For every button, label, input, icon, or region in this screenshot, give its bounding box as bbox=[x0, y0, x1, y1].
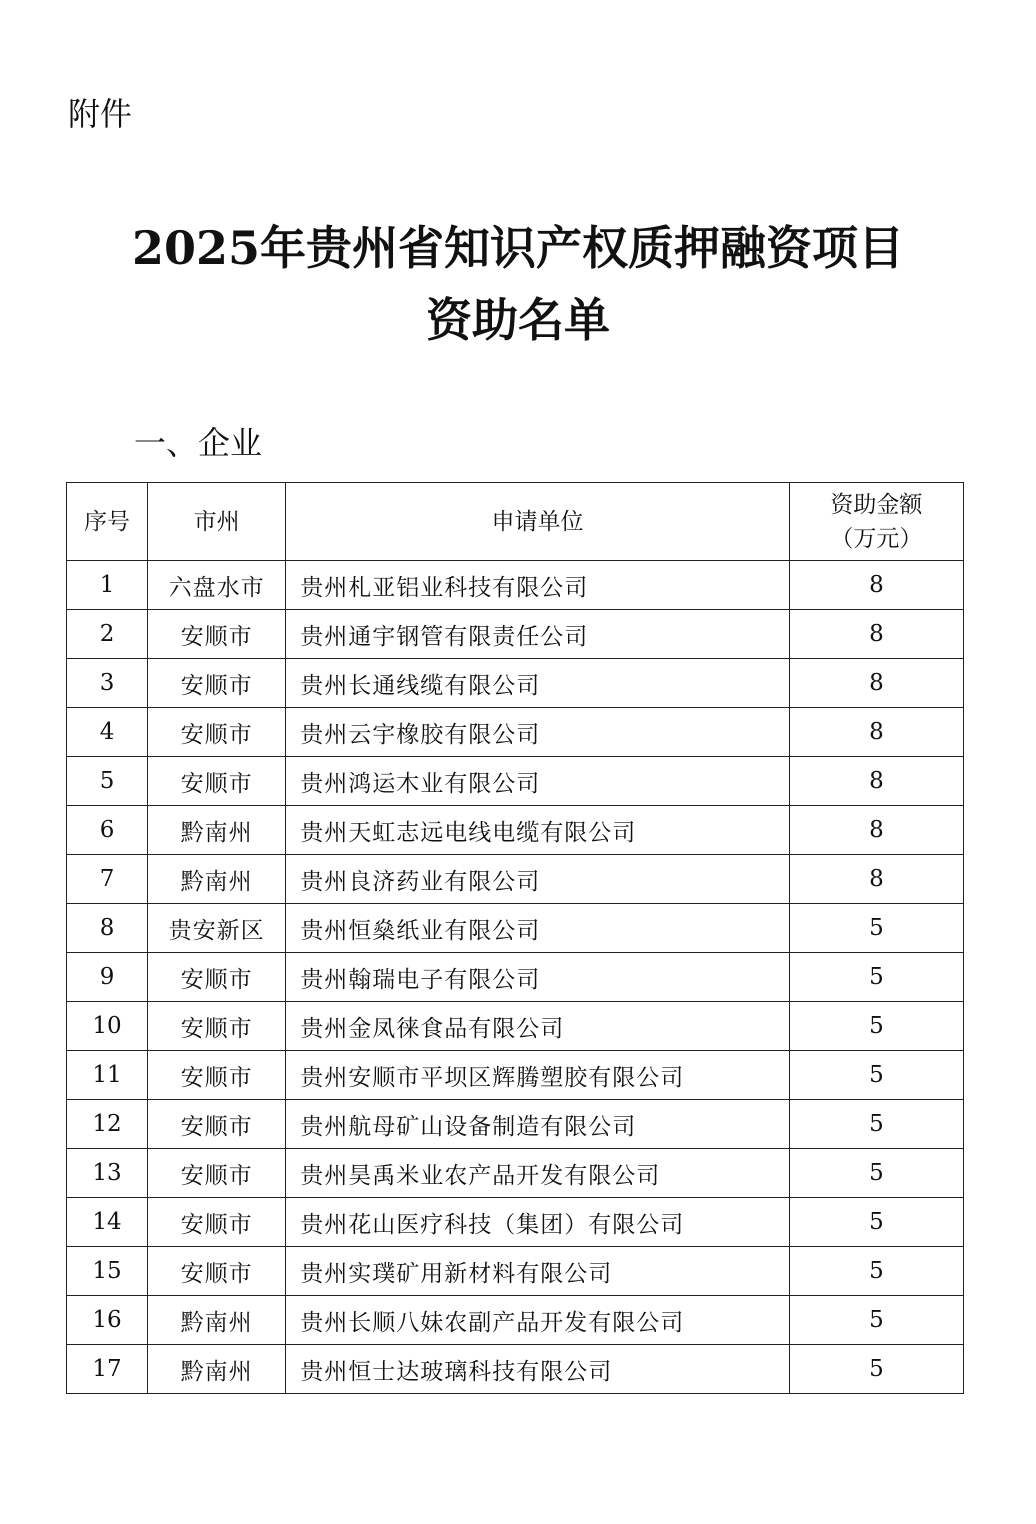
table-row bbox=[67, 953, 964, 1002]
cell-amount: 5 bbox=[789, 1296, 963, 1345]
cell-amount: 8 bbox=[789, 561, 963, 610]
cell-unit: 贵州安顺市平坝区辉腾塑胶有限公司 bbox=[286, 1051, 790, 1100]
column-header-amount-line-2: （万元） bbox=[830, 525, 923, 552]
table-row bbox=[67, 1247, 964, 1296]
cell-no: 4 bbox=[67, 708, 148, 757]
cell-no: 5 bbox=[67, 757, 148, 806]
cell-city: 安顺市 bbox=[148, 1051, 286, 1100]
cell-no: 9 bbox=[67, 953, 148, 1002]
column-header-amount-line-1: 资助金额 bbox=[830, 491, 923, 518]
table-row bbox=[67, 1296, 964, 1345]
table-row bbox=[67, 1345, 964, 1394]
cell-unit: 贵州通宇钢管有限责任公司 bbox=[286, 610, 790, 659]
grant-table bbox=[66, 482, 964, 1394]
table-row bbox=[67, 855, 964, 904]
cell-unit: 贵州实璞矿用新材料有限公司 bbox=[286, 1247, 790, 1296]
cell-amount: 5 bbox=[789, 1051, 963, 1100]
cell-city: 黔南州 bbox=[148, 1296, 286, 1345]
cell-unit: 贵州云宇橡胶有限公司 bbox=[286, 708, 790, 757]
table-row bbox=[67, 904, 964, 953]
cell-city: 安顺市 bbox=[148, 953, 286, 1002]
cell-no: 10 bbox=[67, 1002, 148, 1051]
cell-city: 安顺市 bbox=[148, 1198, 286, 1247]
table-row bbox=[67, 1149, 964, 1198]
cell-unit: 贵州恒士达玻璃科技有限公司 bbox=[286, 1345, 790, 1394]
table-header-row bbox=[67, 483, 964, 561]
cell-unit: 贵州良济药业有限公司 bbox=[286, 855, 790, 904]
table-row bbox=[67, 708, 964, 757]
section-heading: 一、企业 bbox=[134, 424, 263, 462]
table-row bbox=[67, 1100, 964, 1149]
cell-no: 16 bbox=[67, 1296, 148, 1345]
table-row bbox=[67, 659, 964, 708]
cell-amount: 5 bbox=[789, 1247, 963, 1296]
cell-city: 黔南州 bbox=[148, 806, 286, 855]
cell-city: 安顺市 bbox=[148, 757, 286, 806]
cell-unit: 贵州花山医疗科技（集团）有限公司 bbox=[286, 1198, 790, 1247]
cell-city: 安顺市 bbox=[148, 1002, 286, 1051]
cell-no: 12 bbox=[67, 1100, 148, 1149]
cell-no: 17 bbox=[67, 1345, 148, 1394]
cell-unit: 贵州金凤徕食品有限公司 bbox=[286, 1002, 790, 1051]
cell-amount: 5 bbox=[789, 953, 963, 1002]
cell-amount: 8 bbox=[789, 806, 963, 855]
table-row bbox=[67, 610, 964, 659]
cell-no: 13 bbox=[67, 1149, 148, 1198]
cell-unit: 贵州天虹志远电线电缆有限公司 bbox=[286, 806, 790, 855]
cell-amount: 8 bbox=[789, 659, 963, 708]
cell-unit: 贵州昊禹米业农产品开发有限公司 bbox=[286, 1149, 790, 1198]
cell-amount: 5 bbox=[789, 1002, 963, 1051]
column-header-amount bbox=[789, 483, 963, 561]
column-header-no: 序号 bbox=[67, 483, 148, 561]
table-row bbox=[67, 1002, 964, 1051]
cell-no: 3 bbox=[67, 659, 148, 708]
cell-city: 贵安新区 bbox=[148, 904, 286, 953]
cell-unit: 贵州长通线缆有限公司 bbox=[286, 659, 790, 708]
table-row bbox=[67, 1051, 964, 1100]
column-header-unit: 申请单位 bbox=[286, 483, 790, 561]
cell-unit: 贵州札亚铝业科技有限公司 bbox=[286, 561, 790, 610]
table-row bbox=[67, 1198, 964, 1247]
cell-city: 黔南州 bbox=[148, 855, 286, 904]
cell-amount: 8 bbox=[789, 855, 963, 904]
cell-no: 15 bbox=[67, 1247, 148, 1296]
cell-no: 2 bbox=[67, 610, 148, 659]
table-row bbox=[67, 757, 964, 806]
cell-no: 6 bbox=[67, 806, 148, 855]
cell-city: 安顺市 bbox=[148, 1247, 286, 1296]
column-header-city: 市州 bbox=[148, 483, 286, 561]
cell-no: 14 bbox=[67, 1198, 148, 1247]
cell-amount: 5 bbox=[789, 1100, 963, 1149]
cell-unit: 贵州航母矿山设备制造有限公司 bbox=[286, 1100, 790, 1149]
cell-unit: 贵州恒燊纸业有限公司 bbox=[286, 904, 790, 953]
cell-no: 7 bbox=[67, 855, 148, 904]
attachment-label: 附件 bbox=[68, 95, 133, 133]
cell-unit: 贵州长顺八妹农副产品开发有限公司 bbox=[286, 1296, 790, 1345]
cell-amount: 5 bbox=[789, 904, 963, 953]
cell-city: 安顺市 bbox=[148, 1100, 286, 1149]
cell-city: 安顺市 bbox=[148, 708, 286, 757]
cell-city: 安顺市 bbox=[148, 659, 286, 708]
cell-amount: 5 bbox=[789, 1345, 963, 1394]
table-row bbox=[67, 561, 964, 610]
cell-amount: 5 bbox=[789, 1198, 963, 1247]
document-title-line-2: 资助名单 bbox=[426, 293, 610, 347]
cell-no: 1 bbox=[67, 561, 148, 610]
cell-city: 黔南州 bbox=[148, 1345, 286, 1394]
cell-amount: 8 bbox=[789, 708, 963, 757]
cell-city: 安顺市 bbox=[148, 1149, 286, 1198]
cell-city: 六盘水市 bbox=[148, 561, 286, 610]
cell-city: 安顺市 bbox=[148, 610, 286, 659]
cell-amount: 8 bbox=[789, 757, 963, 806]
cell-unit: 贵州鸿运木业有限公司 bbox=[286, 757, 790, 806]
table-row bbox=[67, 806, 964, 855]
cell-amount: 5 bbox=[789, 1149, 963, 1198]
cell-amount: 8 bbox=[789, 610, 963, 659]
document-title-line-1: 2025年贵州省知识产权质押融资项目 bbox=[131, 221, 905, 275]
cell-unit: 贵州翰瑞电子有限公司 bbox=[286, 953, 790, 1002]
cell-no: 8 bbox=[67, 904, 148, 953]
cell-no: 11 bbox=[67, 1051, 148, 1100]
